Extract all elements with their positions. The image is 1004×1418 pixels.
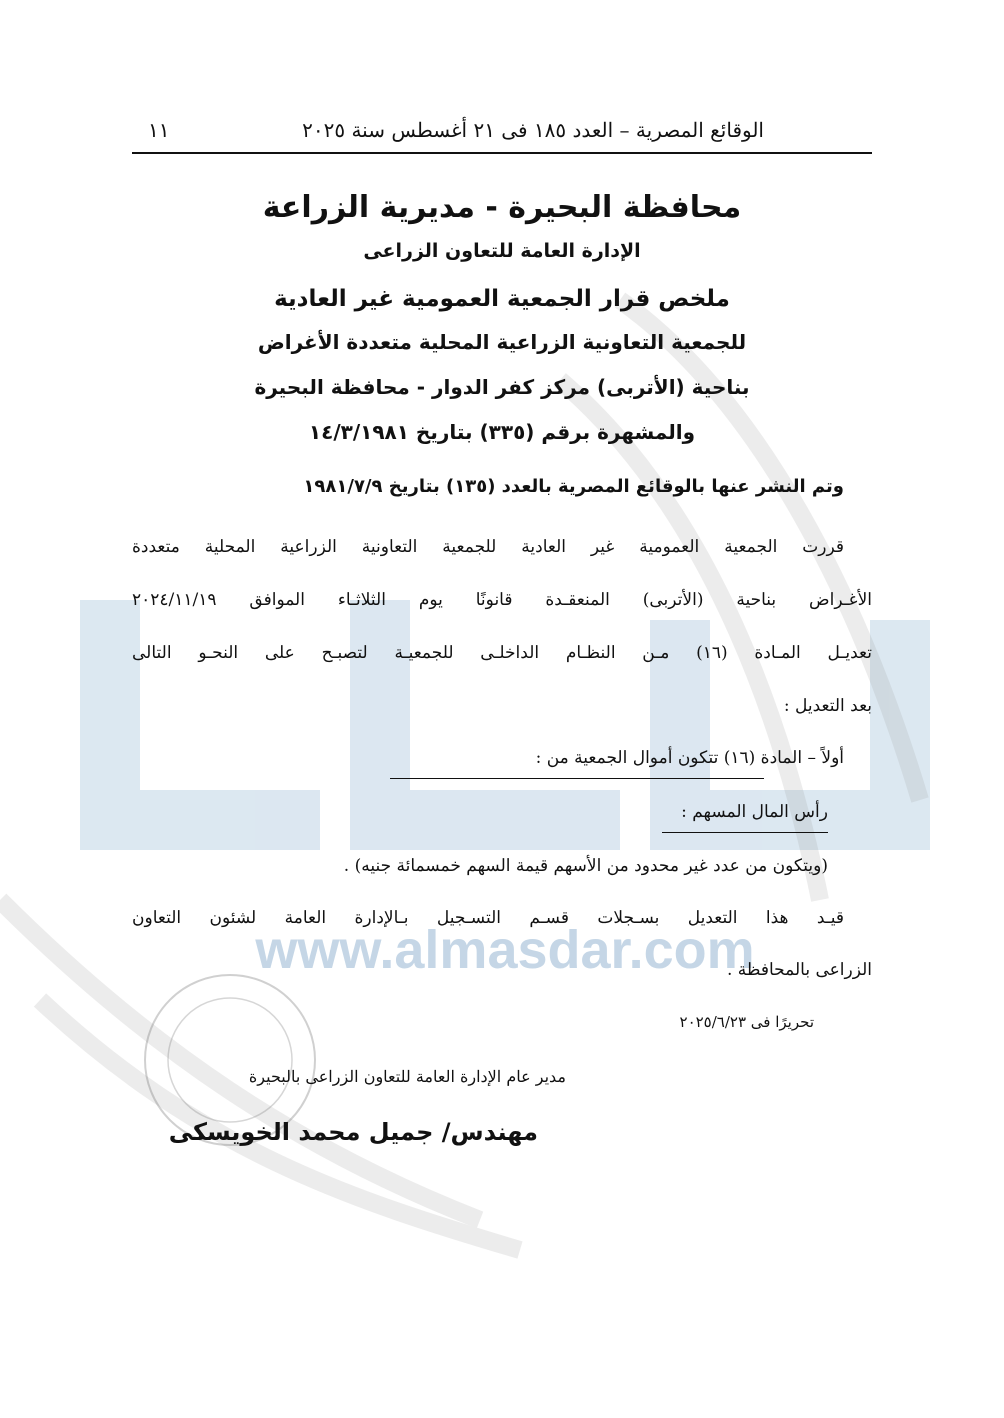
association-location: بناحية (الأتربى) مركز كفر الدوار - محافظة البحيرة xyxy=(254,375,750,399)
registration-line-1: قيـد هذا التعديل بسـجلات قسـم التسـجيل بـالإدارة العامة لشئون التعاون xyxy=(132,908,844,928)
article-underline xyxy=(390,778,764,779)
capital-underline xyxy=(662,832,828,833)
article-heading: أولاً – المادة (١٦) تتكون أموال الجمعية من : xyxy=(535,748,844,768)
capital-text: (ويتكون من عدد غير محدود من الأسهم قيمة السهم خمسمائة جنيه) . xyxy=(343,856,828,876)
watermark-url: www.almasdar.com xyxy=(255,920,755,980)
issue-date: تحريرًا فى ٢٠٢٥/٦/٢٣ xyxy=(679,1013,814,1031)
authority-heading: محافظة البحيرة - مديرية الزراعة xyxy=(262,190,742,225)
body-line-2: الأغـراض بناحية (الأتربى) المنعقـدة قانونًا يوم الثلاثـاء الموافق ٢٠٢٤/١١/١٩ xyxy=(132,590,872,610)
body-line-3: تعديـل المـادة (١٦) مـن النظـام الداخلـى للجمعيـة لتصبـح على النحـو التالى xyxy=(132,643,872,663)
signer-name: مهندس/ جميل محمد الخويسكى xyxy=(168,1118,538,1146)
signer-title: مدير عام الإدارة العامة للتعاون الزراعى بالبحيرة xyxy=(248,1067,566,1086)
association-name: للجمعية التعاونية الزراعية المحلية متعددة الأغراض xyxy=(257,330,747,354)
publication-info: وتم النشر عنها بالوقائع المصرية بالعدد (١٣٥) بتاريخ ١٩٨١/٧/٩ xyxy=(303,476,844,497)
registration-info: والمشهرة برقم (٣٣٥) بتاريخ ١٤/٣/١٩٨١ xyxy=(308,420,696,444)
body-line-1: قررت الجمعية العمومية غير العادية للجمعية التعاونية الزراعية المحلية متعددة xyxy=(132,537,844,557)
capital-heading: رأس المال المسهم : xyxy=(681,802,828,822)
gazette-header-title: الوقائع المصرية – العدد ١٨٥ فى ٢١ أغسطس سنة ٢٠٢٥ xyxy=(302,118,764,142)
summary-title: ملخص قرار الجمعية العمومية غير العادية xyxy=(274,286,730,312)
registration-line-2: الزراعى بالمحافظة . xyxy=(727,960,872,980)
page-number: ١١ xyxy=(148,118,170,142)
body-line-4: بعد التعديل : xyxy=(783,696,872,716)
page-header xyxy=(132,112,872,154)
department-heading: الإدارة العامة للتعاون الزراعى xyxy=(363,240,641,262)
